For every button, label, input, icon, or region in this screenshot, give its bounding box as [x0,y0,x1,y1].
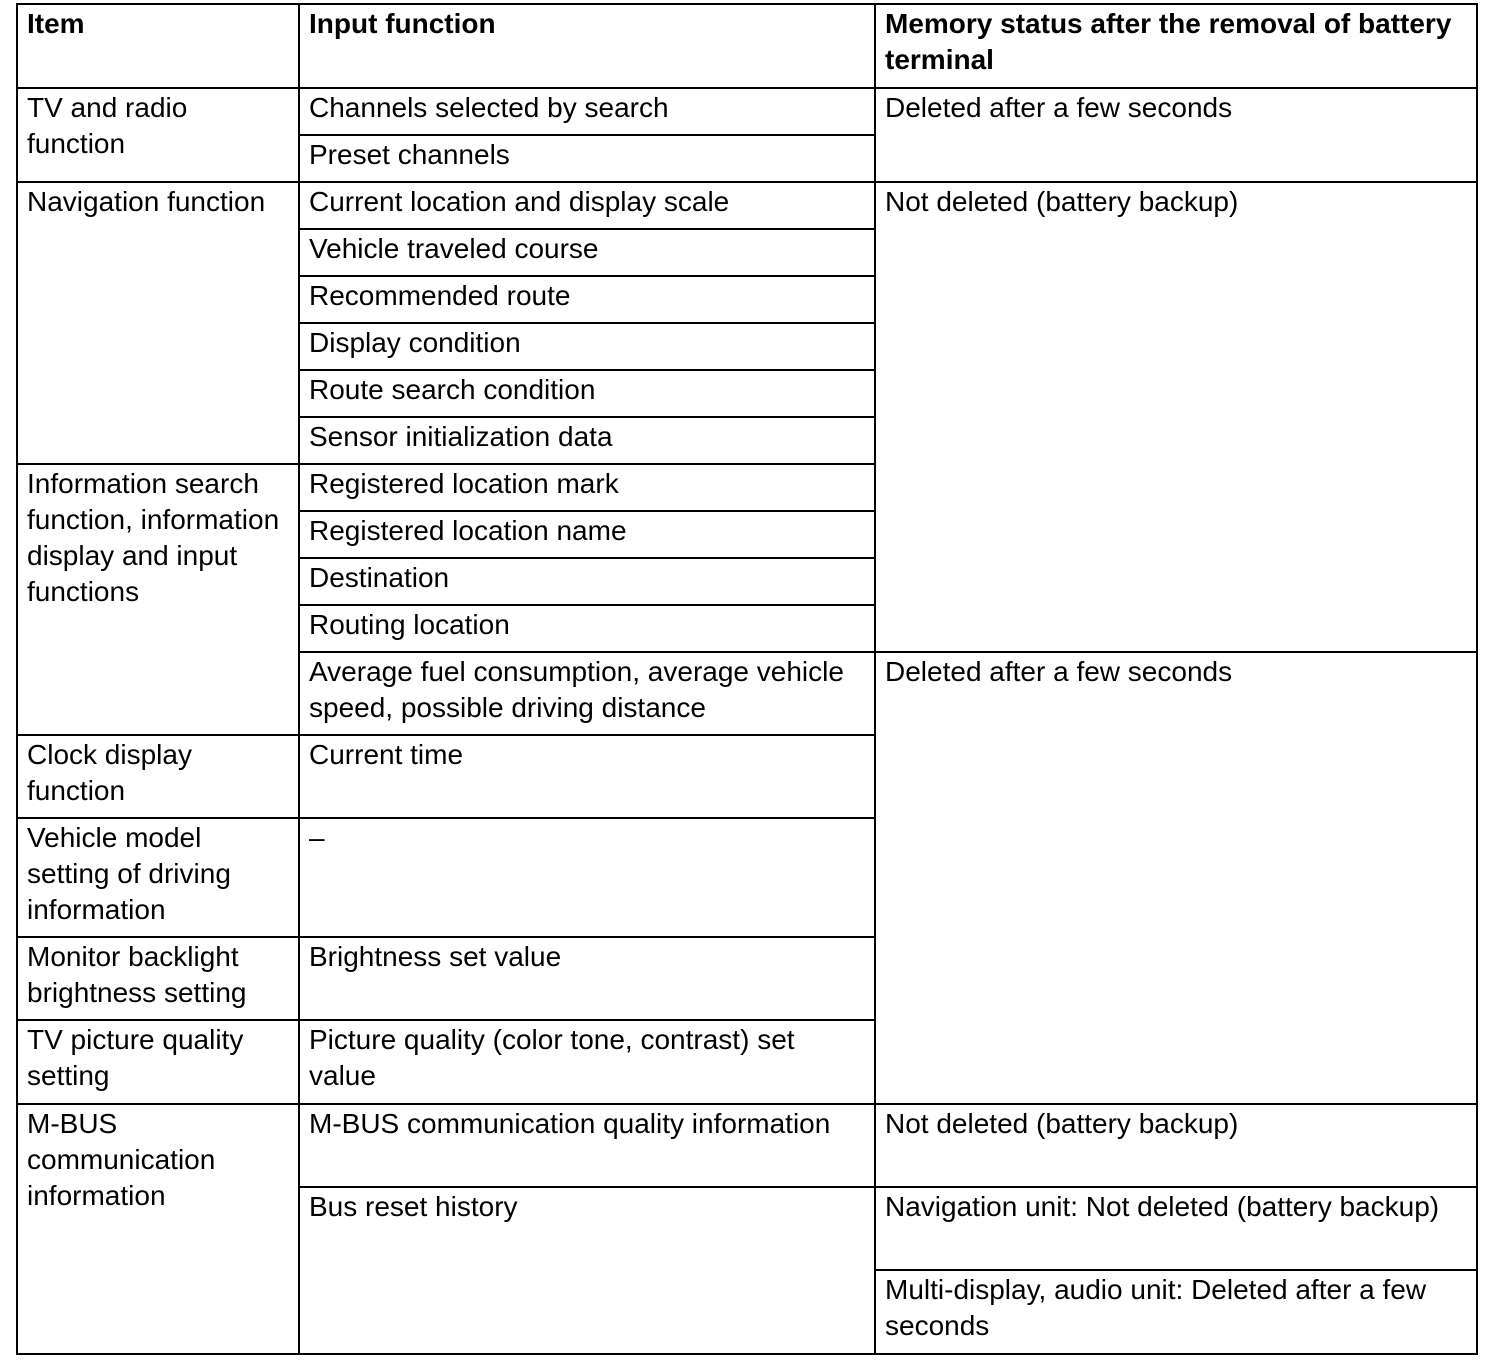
input-cell: Current location and display scale [299,182,875,229]
header-row [17,4,1477,88]
item-cell: Navigation function [17,182,299,464]
input-cell: Picture quality (color tone, contrast) set value [299,1020,875,1104]
input-cell: Registered location name [299,511,875,558]
status-cell: Deleted after a few seconds [875,652,1477,1104]
input-cell: Recommended route [299,276,875,323]
input-cell: Vehicle traveled course [299,229,875,276]
input-cell: Route search condition [299,370,875,417]
input-cell: Preset channels [299,135,875,182]
status-cell: Multi-display, audio unit: Deleted after a few seconds [875,1270,1477,1354]
input-cell: Average fuel consumption, average vehicle speed, possible driving distance [299,652,875,735]
input-cell: Destination [299,558,875,605]
input-cell: Current time [299,735,875,818]
input-cell: Channels selected by search [299,88,875,135]
memory-status-table [16,3,1478,1355]
item-cell: TV picture quality setting [17,1020,299,1104]
header-memory-status: Memory status after the removal of battery terminal [875,4,1477,88]
status-cell: Deleted after a few seconds [875,88,1477,182]
item-cell: Clock display function [17,735,299,818]
table-row [17,88,1477,135]
table-row [17,1104,1477,1187]
header-item: Item [17,4,299,88]
input-cell: – [299,818,875,937]
status-cell: Not deleted (battery backup) [875,1104,1477,1187]
input-cell: Sensor initialization data [299,417,875,464]
item-cell: TV and radio function [17,88,299,182]
input-cell: Routing location [299,605,875,652]
status-cell: Not deleted (battery backup) [875,182,1477,652]
input-cell: Brightness set value [299,937,875,1020]
status-cell: Navigation unit: Not deleted (battery backup) [875,1187,1477,1270]
item-cell: Information search function, information display and input functions [17,464,299,735]
item-cell: Monitor backlight brightness setting [17,937,299,1020]
header-input-function: Input function [299,4,875,88]
item-cell: Vehicle model setting of driving information [17,818,299,937]
input-cell: Registered location mark [299,464,875,511]
input-cell: Bus reset history [299,1187,875,1354]
table-row [17,182,1477,229]
input-cell: Display condition [299,323,875,370]
item-cell: M-BUS communication information [17,1104,299,1354]
input-cell: M-BUS communication quality information [299,1104,875,1187]
